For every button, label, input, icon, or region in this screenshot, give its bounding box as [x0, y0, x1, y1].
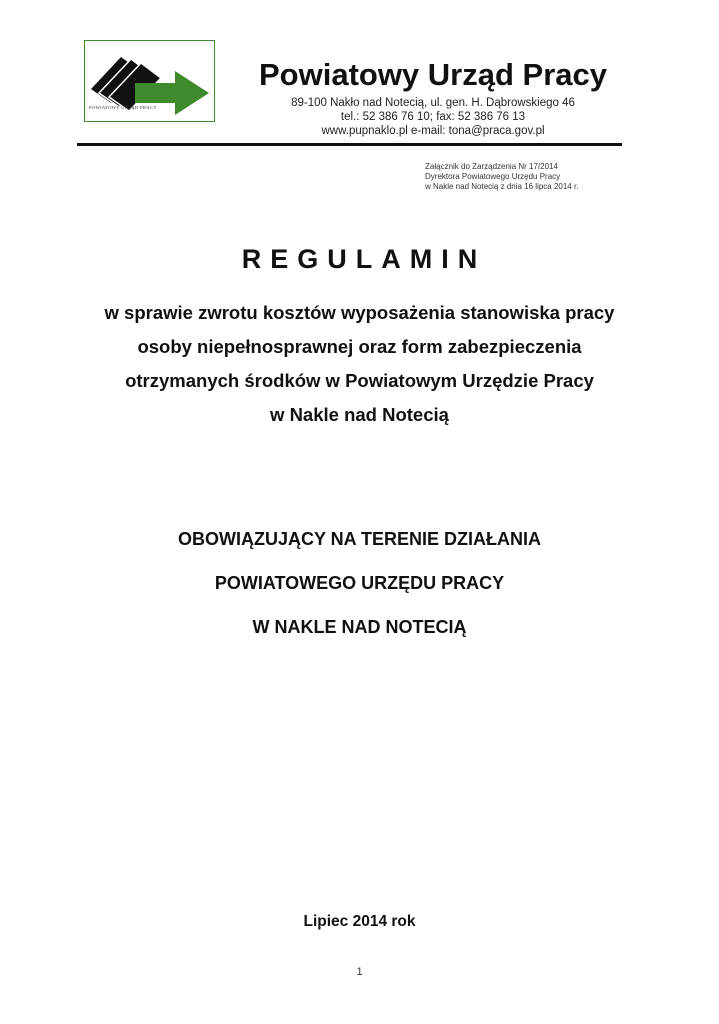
- org-phone: tel.: 52 386 76 10; fax: 52 386 76 13: [340, 111, 526, 123]
- logo-graphic-icon: [85, 41, 216, 123]
- subtitle-line-2: osoby niepełnosprawnej oraz form zabezpieczenia: [137, 336, 582, 357]
- header-divider: [77, 143, 622, 146]
- document-title: REGULAMIN: [241, 244, 487, 274]
- org-web-email: www.pupnaklo.pl e-mail: tona@praca.gov.pl: [321, 125, 545, 137]
- scope-line-3: W NAKLE NAD NOTECIĄ: [252, 617, 467, 637]
- subtitle-line-3: otrzymanych środków w Powiatowym Urzędzie Pracy: [125, 370, 594, 391]
- logo: [84, 40, 215, 122]
- org-title: Powiatowy Urząd Pracy: [258, 57, 607, 92]
- scope-line-1: OBOWIĄZUJĄCY NA TERENIE DZIAŁANIA: [177, 529, 541, 549]
- subtitle-line-1: w sprawie zwrotu kosztów wyposażenia stanowiska pracy: [104, 302, 615, 323]
- logo-text: POWIATOWY URZĄD PRACY: [89, 105, 157, 110]
- scope-line-2: POWIATOWEGO URZĘDU PRACY: [214, 573, 505, 593]
- subtitle-line-4: w Nakle nad Notecią: [270, 404, 449, 425]
- annex-line-1: Załącznik do Zarządzenia Nr 17/2014: [425, 162, 558, 171]
- annex-line-3: w Nakle nad Notecią z dnia 16 lipca 2014 r.: [425, 182, 579, 191]
- page-number: 1: [356, 966, 363, 978]
- annex-line-2: Dyrektora Powiatowego Urzędu Pracy: [425, 172, 561, 181]
- org-address: 89-100 Nakło nad Notecią, ul. gen. H. Dąbrowskiego 46: [291, 97, 575, 109]
- document-date: Lipiec 2014 rok: [303, 913, 416, 930]
